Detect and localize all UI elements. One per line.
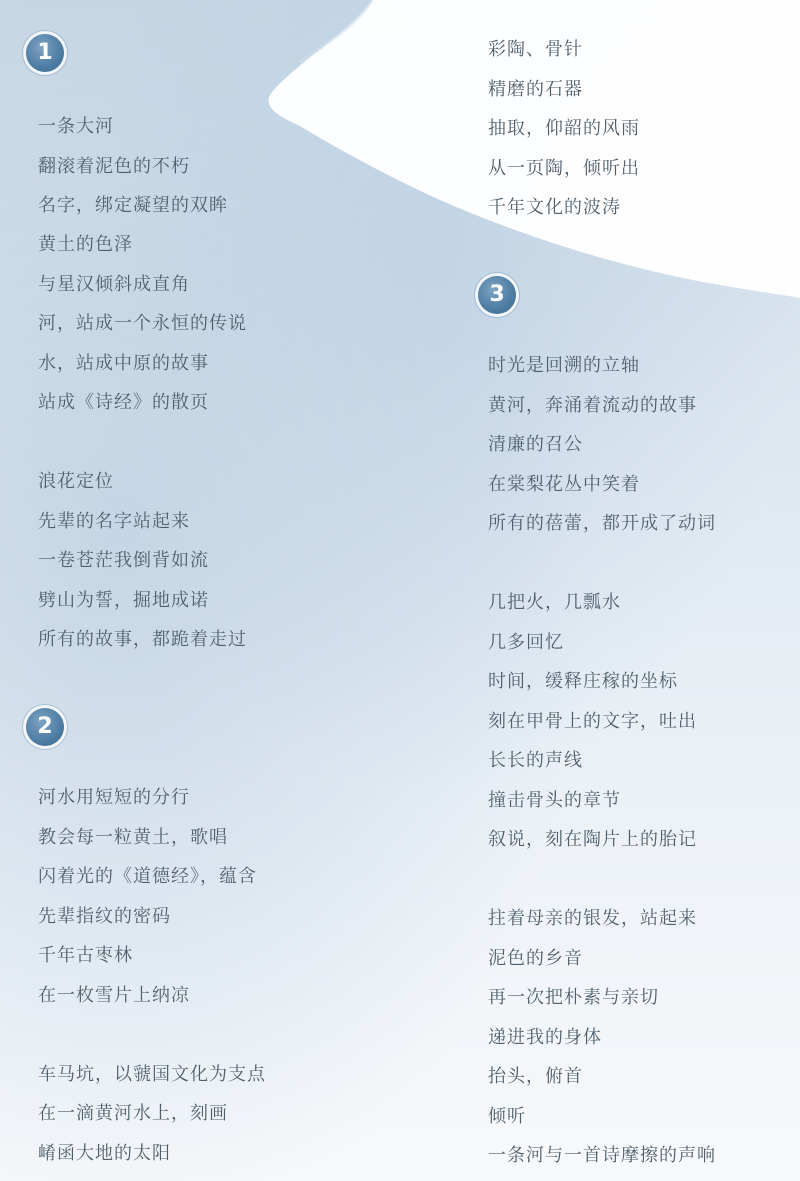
poem-line: 几把火，几瓢水	[488, 592, 621, 613]
poem-line: 先辈指纹的密码	[38, 906, 171, 927]
poem-line: 先辈的名字站起来	[38, 511, 190, 532]
poem-line: 千年文化的波涛	[488, 197, 621, 218]
poem-line: 再一次把朴素与亲切	[488, 987, 659, 1008]
poem-line: 翻滚着泥色的不朽	[38, 156, 190, 177]
poem-line: 黄河，奔涌着流动的故事	[488, 395, 697, 416]
poem-line: 几多回忆	[488, 632, 564, 653]
poem-line: 倾听	[488, 1106, 526, 1127]
poem-line: 一条大河	[38, 116, 114, 137]
poem-line: 教会每一粒黄土，歌唱	[38, 827, 228, 848]
section-number-badge: 3	[478, 276, 516, 314]
poem-line: 所有的故事，都跪着走过	[38, 629, 247, 650]
poem-line: 劈山为誓，掘地成诺	[38, 590, 209, 611]
poem-line: 车马坑，以虢国文化为支点	[38, 1064, 266, 1085]
poem-line: 与星汉倾斜成直角	[38, 274, 190, 295]
poem-line: 一条河与一首诗摩擦的声响	[488, 1145, 716, 1166]
poem-line: 泥色的乡音	[488, 948, 583, 969]
poem-line: 千年古枣林	[38, 945, 133, 966]
poem-line: 拄着母亲的银发，站起来	[488, 908, 697, 929]
poem-line: 长长的声线	[488, 750, 583, 771]
poem-line: 一卷苍茫我倒背如流	[38, 550, 209, 571]
poem-line: 从一页陶，倾听出	[488, 158, 640, 179]
poem-line: 抽取，仰韶的风雨	[488, 118, 640, 139]
poem-line: 时间，缓释庄稼的坐标	[488, 671, 678, 692]
poem-line: 撞击骨头的章节	[488, 790, 621, 811]
poem-line: 崤函大地的太阳	[38, 1143, 171, 1164]
poem-line: 闪着光的《道德经》，蕴含	[38, 866, 257, 887]
poem-line: 在一滴黄河水上，刻画	[38, 1103, 228, 1124]
poem-line: 精磨的石器	[488, 79, 583, 100]
poem-line: 时光是回溯的立轴	[488, 355, 640, 376]
poem-line: 名字，绑定凝望的双眸	[38, 195, 228, 216]
poem-line: 抬头，俯首	[488, 1066, 583, 1087]
section-number-badge: 1	[26, 34, 64, 72]
poem-line: 清廉的召公	[488, 434, 583, 455]
poem-line: 在一枚雪片上纳凉	[38, 985, 190, 1006]
poem-line: 刻在甲骨上的文字，吐出	[488, 711, 697, 732]
poem-line: 在棠梨花丛中笑着	[488, 474, 640, 495]
poem-line: 河，站成一个永恒的传说	[38, 313, 247, 334]
poem-line: 黄土的色泽	[38, 234, 133, 255]
poem-line: 河水用短短的分行	[38, 787, 190, 808]
poem-line: 浪花定位	[38, 471, 114, 492]
poem-line: 彩陶、骨针	[488, 39, 583, 60]
poem-line: 递进我的身体	[488, 1027, 602, 1048]
poem-line: 叙说，刻在陶片上的胎记	[488, 829, 697, 850]
poem-line: 站成《诗经》的散页	[38, 392, 209, 413]
poem-line: 所有的蓓蕾，都开成了动词	[488, 513, 716, 534]
section-number-badge: 2	[26, 708, 64, 746]
poem-line: 水，站成中原的故事	[38, 353, 209, 374]
